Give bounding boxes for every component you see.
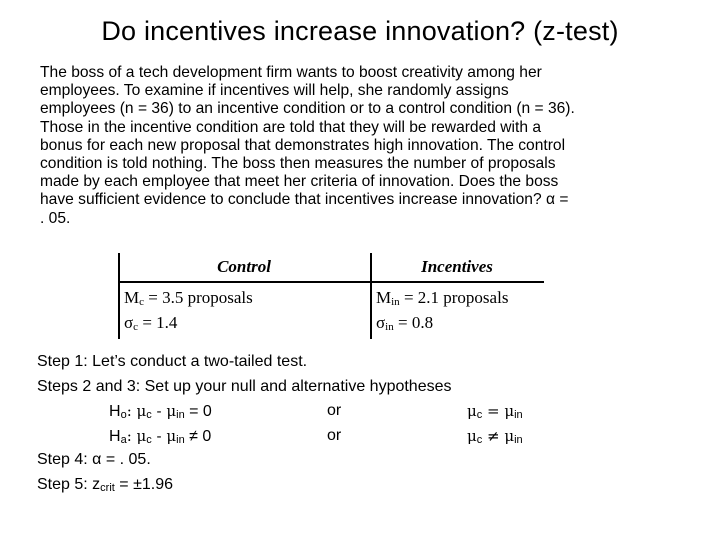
incentives-column <box>370 253 544 339</box>
paragraph-line: employees. To examine if incentives will help, she randomly assigns <box>40 82 509 100</box>
step-2-3: Steps 2 and 3: Set up your null and alternative hypotheses <box>37 377 452 395</box>
null-hypothesis-alt: $\mu_c = \mu_{in}$ <box>467 402 523 421</box>
alternative-hypothesis-alt: $\mu_c \ne \mu_{in}$ <box>467 426 523 446</box>
alternative-hypothesis-row <box>37 424 697 449</box>
incentives-sd: $\sigma_{in} = 0.8$ <box>376 313 434 333</box>
paragraph-line: made by each employee that meet her criteria of innovation. Does the boss <box>40 173 559 191</box>
incentives-header: Incentives <box>370 253 544 283</box>
problem-paragraph <box>40 64 680 228</box>
incentives-mean: $M_{in} = 2.1$ proposals <box>376 288 509 308</box>
paragraph-line: . 05. <box>40 209 71 227</box>
paragraph-line: condition is told nothing. The boss then measures the number of proposals <box>40 155 556 173</box>
paragraph-line: have sufficient evidence to conclude that incentives increase innovation? α = <box>40 191 569 209</box>
step-4: Step 4: α = . 05. <box>37 451 151 468</box>
statistics-table <box>118 253 544 339</box>
control-mean: $M_c = 3.5$ proposals <box>124 288 253 308</box>
incentives-values <box>376 285 508 335</box>
or-label: or <box>327 426 342 444</box>
paragraph-line: Those in the incentive condition are told that they will be rewarded with a <box>40 118 542 136</box>
control-column <box>118 253 370 339</box>
step-5: Step 5: $z_{crit} = \pm 1.96$ <box>37 475 173 494</box>
null-hypothesis: $H_o$: $\mu_c - \mu_{in} = 0$ <box>109 402 212 421</box>
step-1: Step 1: Let’s conduct a two-tailed test. <box>37 353 308 370</box>
paragraph-line: employees (n = 36) to an incentive condition or to a control condition (n = 36). <box>40 100 575 118</box>
paragraph-line: bonus for each new proposal that demonstrates high innovation. The control <box>40 136 566 154</box>
steps-section <box>37 350 697 497</box>
control-values <box>124 285 253 335</box>
null-hypothesis-row <box>37 399 697 424</box>
paragraph-line: The boss of a tech development firm wants to boost creativity among her <box>40 64 542 81</box>
control-header: Control <box>118 253 370 283</box>
alternative-hypothesis: $H_a$: $\mu_c - \mu_{in} \ne 0$ <box>109 426 212 446</box>
or-label: or <box>327 402 342 419</box>
slide-title: Do incentives increase innovation? (z-test) <box>101 16 619 46</box>
control-sd: $\sigma_c = 1.4$ <box>124 313 178 333</box>
